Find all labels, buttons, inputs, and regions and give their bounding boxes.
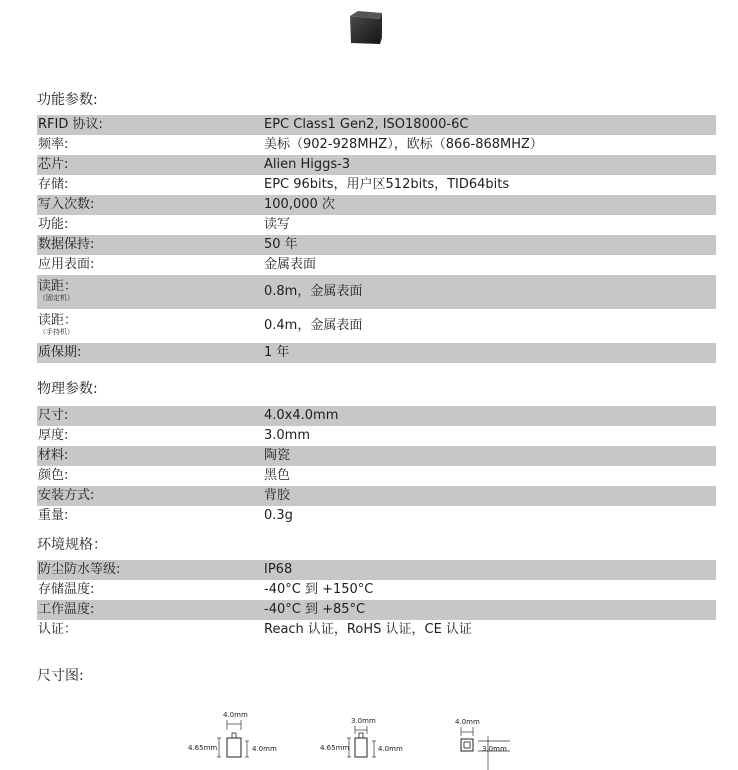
product-image bbox=[346, 10, 384, 46]
row-value: Alien Higgs-3 bbox=[264, 157, 351, 172]
row-value: 50 年 bbox=[264, 237, 298, 252]
row-label: 安装方式: bbox=[38, 488, 95, 503]
table-row bbox=[37, 275, 716, 309]
row-label-main: 读距： bbox=[38, 279, 78, 294]
row-label: 认证： bbox=[38, 622, 78, 637]
table-row bbox=[37, 135, 716, 155]
table-row bbox=[37, 600, 716, 620]
dimensions-section-title: 尺寸图: bbox=[37, 668, 84, 684]
row-value: 陶瓷 bbox=[264, 448, 291, 463]
row-value: 100,000 次 bbox=[264, 197, 335, 212]
row-label-main: 读距： bbox=[38, 313, 78, 328]
row-label: 频率: bbox=[38, 137, 69, 152]
table-row bbox=[37, 446, 716, 466]
row-label: 数据保持: bbox=[38, 237, 95, 252]
row-value: 读写 bbox=[264, 217, 291, 232]
table-row bbox=[37, 406, 716, 426]
table-row bbox=[37, 155, 716, 175]
row-value: -40°C 到 +85°C bbox=[264, 602, 366, 617]
row-label: 写入次数: bbox=[38, 197, 95, 212]
dimension-view-side bbox=[318, 708, 418, 768]
row-value: IP68 bbox=[264, 562, 293, 577]
dimension-view-top bbox=[452, 708, 532, 770]
row-label: 材料: bbox=[38, 448, 69, 463]
table-row bbox=[37, 215, 716, 235]
dim-top-label: 3.0mm bbox=[351, 717, 376, 725]
row-label-sub: （手持机） bbox=[39, 328, 74, 336]
dim-left-label: 4.65mm bbox=[188, 744, 218, 752]
functional-table bbox=[37, 115, 716, 363]
row-label: 颜色: bbox=[38, 468, 69, 483]
dim-top-label: 4.0mm bbox=[455, 718, 480, 726]
row-label: RFID 协议: bbox=[38, 117, 103, 132]
table-row bbox=[37, 580, 716, 600]
row-value: 黑色 bbox=[264, 468, 291, 483]
row-label: 功能: bbox=[38, 217, 69, 232]
dimension-view-front bbox=[185, 708, 285, 768]
row-label: 芯片: bbox=[38, 157, 69, 172]
dim-top-label: 4.0mm bbox=[223, 711, 248, 719]
row-label: 质保期: bbox=[38, 345, 82, 360]
dim-left-label: 4.65mm bbox=[320, 744, 350, 752]
table-row bbox=[37, 343, 716, 363]
row-value: 0.4m，金属表面 bbox=[264, 318, 363, 333]
row-label: 工作温度: bbox=[38, 602, 95, 617]
row-value: Reach 认证，RoHS 认证，CE 认证 bbox=[264, 622, 472, 637]
row-value: 金属表面 bbox=[264, 257, 317, 272]
row-value: EPC Class1 Gen2, ISO18000-6C bbox=[264, 117, 469, 132]
dim-right-label: 4.0mm bbox=[378, 745, 403, 753]
row-label-sub: （固定机） bbox=[39, 294, 74, 302]
row-value: 0.8m，金属表面 bbox=[264, 284, 363, 299]
table-row bbox=[37, 235, 716, 255]
row-label bbox=[38, 280, 77, 302]
row-value: 4.0x4.0mm bbox=[264, 408, 339, 423]
table-row bbox=[37, 195, 716, 215]
table-row bbox=[37, 426, 716, 446]
row-label: 尺寸: bbox=[38, 408, 69, 423]
row-value: EPC 96bits，用户区512bits，TID64bits bbox=[264, 177, 510, 192]
row-value: -40°C 到 +150°C bbox=[264, 582, 374, 597]
table-row bbox=[37, 620, 716, 640]
environment-table bbox=[37, 560, 716, 640]
table-row bbox=[37, 115, 716, 135]
row-value: 0.3g bbox=[264, 508, 293, 523]
table-row bbox=[37, 560, 716, 580]
row-label: 重量: bbox=[38, 508, 69, 523]
row-label: 防尘防水等级: bbox=[38, 562, 121, 577]
physical-section-title: 物理参数: bbox=[37, 381, 98, 397]
row-value: 3.0mm bbox=[264, 428, 311, 443]
row-value: 美标（902-928MHZ），欧标（866-868MHZ） bbox=[264, 137, 543, 152]
functional-section-title: 功能参数: bbox=[37, 92, 98, 108]
table-row bbox=[37, 486, 716, 506]
row-label: 存储: bbox=[38, 177, 69, 192]
table-row bbox=[37, 506, 716, 526]
row-label: 厚度: bbox=[38, 428, 69, 443]
table-row bbox=[37, 175, 716, 195]
row-label bbox=[38, 314, 77, 336]
dim-right-label: 3.0mm bbox=[482, 745, 507, 753]
row-label: 存储温度: bbox=[38, 582, 95, 597]
row-value: 背胶 bbox=[264, 488, 291, 503]
table-row bbox=[37, 466, 716, 486]
environment-section-title: 环境规格： bbox=[37, 537, 107, 553]
row-value: 1 年 bbox=[264, 345, 290, 360]
row-label: 应用表面: bbox=[38, 257, 95, 272]
table-row bbox=[37, 309, 716, 343]
table-row bbox=[37, 255, 716, 275]
physical-table bbox=[37, 406, 716, 526]
dim-right-label: 4.0mm bbox=[252, 745, 277, 753]
